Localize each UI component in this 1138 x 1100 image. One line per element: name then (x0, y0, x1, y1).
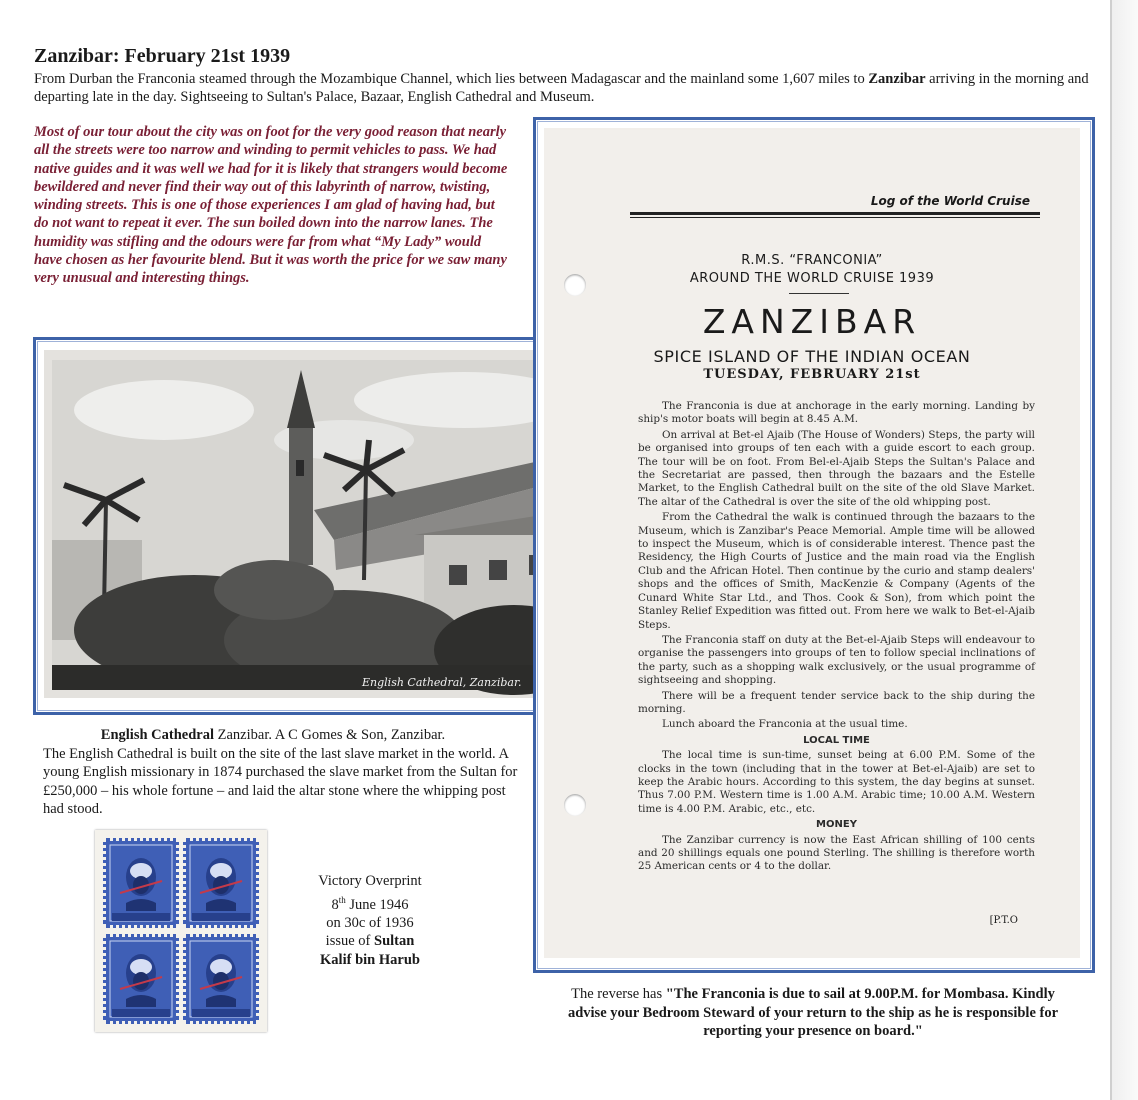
cathedral-photo-image (44, 350, 582, 698)
cathedral-caption-publisher: Zanzibar. A C Gomes & Son, Zanzibar. (214, 727, 446, 743)
stamp-line-4: issue of (325, 933, 375, 950)
reverse-note-lead: The reverse has (571, 986, 666, 1002)
stamp-block (95, 830, 267, 1032)
stamp-date-rest: June 1946 (345, 896, 409, 913)
sultan-portrait-icon (106, 841, 176, 925)
body-paragraph: From the Cathedral the walk is continued through the bazaars to the Museum, which is Zanzibar's Peace Memorial. Ample time will be allowed to inspect the Museum, which is of considerable interest. Thence past the Residency, the High Courts of Justice and the main road via the English Club and the African Hotel. Then continue by the curio and stamp dealers' shops and the offices of Smith, MacKenzie & Company (Agents of the Cunard White Star Ltd., and Thos. Cook & Son), from which point the Stanley Relief Expedition was fitted out. From here we walk to Bet-el-Ajaib Steps. (638, 511, 1035, 631)
reverse-note-quote: "The Franconia is due to sail at 9.00P.M. for Mombasa. Kindly advise your Bedroom Steward of your return to the ship as he is responsible for reporting your presence on board." (567, 986, 1059, 1039)
intro-paragraph (34, 70, 1099, 106)
intro-bold-zanzibar: Zanzibar (868, 71, 926, 87)
body-paragraph: The Franconia is due at anchorage in the early morning. Landing by ship's motor boats will begin at 8.45 A.M. (638, 400, 1035, 426)
stamp (183, 838, 259, 928)
reverse-note (563, 985, 1063, 1041)
divider (789, 293, 849, 294)
document-date: TUESDAY, FEBRUARY 21st (703, 367, 921, 382)
photo-caption: English Cathedral, Zanzibar. (362, 676, 522, 689)
stamp-line-4-bold: Sultan (374, 933, 415, 950)
sultan-portrait-icon (186, 937, 256, 1021)
stamp-description (290, 872, 450, 969)
pto-marker: [P.T.O (989, 915, 1018, 926)
stamp-line-3: on 30c of 1936 (326, 914, 414, 931)
cathedral-caption-bold: English Cathedral (100, 727, 215, 743)
log-header-label: Log of the World Cruise (870, 194, 1030, 208)
document-title: ZANZIBAR (702, 302, 922, 341)
page-shadow (1112, 0, 1138, 1100)
sultan-portrait-icon (106, 937, 176, 1021)
itinerary-sheet (544, 128, 1080, 958)
itinerary-frame (533, 117, 1095, 973)
postcard-frame (33, 337, 599, 715)
page-title: Zanzibar: February 21st 1939 (34, 45, 291, 67)
narrative-quote: Most of our tour about the city was on foot for the very good reason that nearly all the streets were too narrow and winding to permit vehicles to pass. We had native guides and it was well we had for it is likely that strangers would become bewildered and never find their way out of this labyrinth of narrow, twisting, winding streets. This is one of those experiences I am glad of having had, but do not want to repeat it ever. The sun boiled down into the narrow lanes. The humidity was stifling and the odours were far from what “My Lady” would have chosen as her favourite blend. But it was worth the price for we saw many very unusual and interesting things. (34, 124, 508, 287)
cathedral-caption (43, 726, 523, 819)
document-body (638, 400, 1035, 876)
intro-text-2: arriving in the morning and departing late in the day. Sightseeing to Sultan's Palace, Bazaar, English Cathedral and Museum. (34, 71, 1089, 105)
intro-text-1: From Durban the Franconia steamed through the Mozambique Channel, which lies between Madagascar and the mainland some 1,607 miles to (34, 71, 869, 87)
money-paragraph: The Zanzibar currency is now the East African shilling of 100 cents and 20 shillings equals one pound Sterling. The shilling is therefore worth 25 American cents or 4 to the dollar. (638, 833, 1035, 873)
sultan-portrait-icon (186, 841, 256, 925)
cathedral-photo (44, 350, 582, 698)
punch-hole (564, 794, 586, 816)
stamp-line-5: Kalif bin Harub (320, 951, 420, 968)
section-heading-money: MONEY (816, 819, 857, 831)
stamp (103, 934, 179, 1024)
body-paragraph: The Franconia staff on duty at the Bet-el-Ajaib Steps will endeavour to organise the passengers into groups of ten to follow special inclinations of the party, such as a shopping walk exclusively, or the usual programme of sightseeing and shopping. (638, 633, 1035, 687)
body-paragraph: Lunch aboard the Franconia at the usual time. (662, 718, 908, 731)
body-paragraph: There will be a frequent tender service back to the ship during the morning. (638, 689, 1035, 715)
body-paragraph: On arrival at Bet-el Ajaib (The House of Wonders) Steps, the party will be organised into groups of ten each with a guide escort to each group. The tour will be on foot. From Bel-el-Ajaib Steps the Sultan's Palace and the Secretariat are passed, then through the bazaars and the Estelle Market, to the English Cathedral built on the site of the old Slave Market. The altar of the Cathedral is over the site of the old whipping post. (638, 428, 1035, 508)
stamp (183, 934, 259, 1024)
cathedral-caption-first-line (43, 726, 503, 745)
header-rule (630, 212, 1040, 218)
stamp (103, 838, 179, 928)
cathedral-caption-body: The English Cathedral is built on the site of the last slave market in the world. A young English missionary in 1874 purchased the slave market from the Sultan for £250,000 – his whole fortune – and laid the altar stone where the whipping post had stood. (43, 745, 518, 817)
stamp-date-sup: th (338, 894, 346, 905)
document-subtitle: SPICE ISLAND OF THE INDIAN OCEAN (653, 347, 971, 366)
local-time-paragraph: The local time is sun-time, sunset being at 6.00 P.M. Some of the clocks in the town (including that in the tower at Bet-el-Ajaib) are set to keep the Arabic hours. According to this system, the day begins at sunset. Thus 7.00 P.M. Western time is 1.00 A.M. Arabic time; 10.00 A.M. Western time is 4.00 P.M. Arabic, etc., etc. (638, 749, 1035, 815)
cruise-name: AROUND THE WORLD CRUISE 1939 (689, 271, 935, 286)
ship-name: R.M.S. “FRANCONIA” (741, 253, 883, 268)
stamp-line-1: Victory Overprint (318, 873, 422, 889)
stamp-date-day: 8 (331, 896, 339, 913)
section-heading-local-time: LOCAL TIME (803, 734, 870, 746)
